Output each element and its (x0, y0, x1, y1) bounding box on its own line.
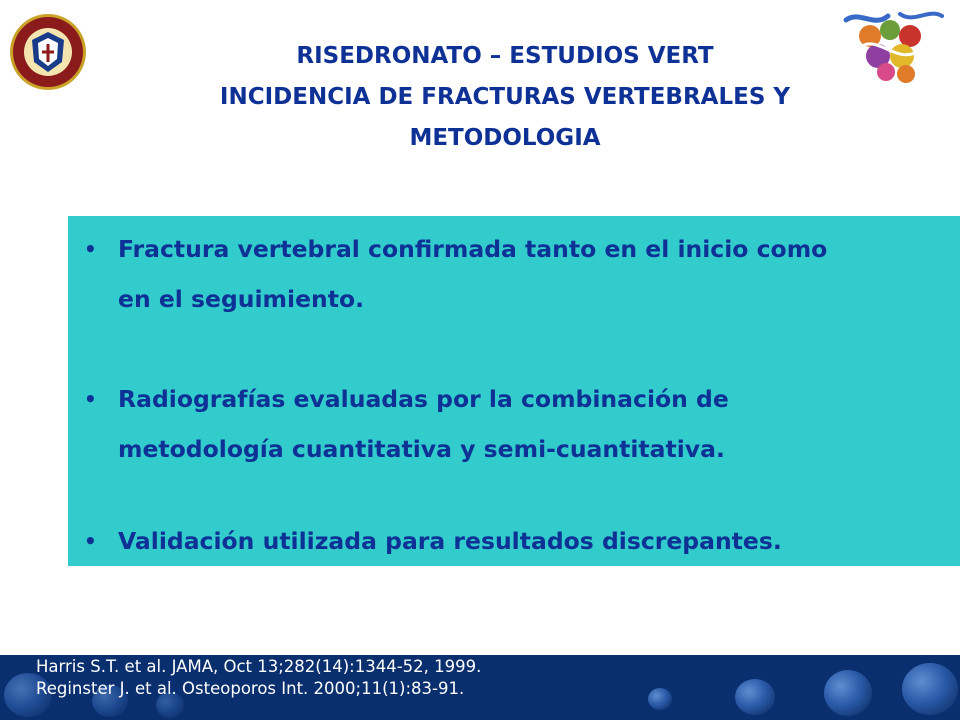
content-box (68, 216, 960, 566)
footer-band (0, 655, 960, 720)
bullet-marker: • (84, 387, 97, 411)
university-seal-icon (8, 12, 88, 92)
bullet-text: Validación utilizada para resultados discrepantes. (118, 527, 782, 555)
bullet-marker: • (84, 529, 97, 553)
dna-molecule-logo-icon (840, 6, 948, 86)
bullet-text: Radiografías evaluadas por la combinación de (118, 385, 729, 413)
title-line-3: METODOLOGIA (409, 125, 601, 151)
title-line-2: INCIDENCIA DE FRACTURAS VERTEBRALES Y (219, 84, 791, 110)
slide-title (130, 36, 880, 159)
reference-1: Harris S.T. et al. JAMA, Oct 13;282(14):1344-52, 1999. (36, 657, 482, 676)
bullet-marker: • (84, 237, 97, 261)
title-line-1: RISEDRONATO – ESTUDIOS VERT (296, 43, 714, 69)
bullet-text: Fractura vertebral confirmada tanto en el inicio como (118, 235, 828, 263)
reference-2: Reginster J. et al. Osteoporos Int. 2000;11(1):83-91. (36, 679, 465, 698)
bullet-text: en el seguimiento. (118, 285, 365, 313)
bullet-text: metodología cuantitativa y semi-cuantitativa. (118, 435, 725, 463)
